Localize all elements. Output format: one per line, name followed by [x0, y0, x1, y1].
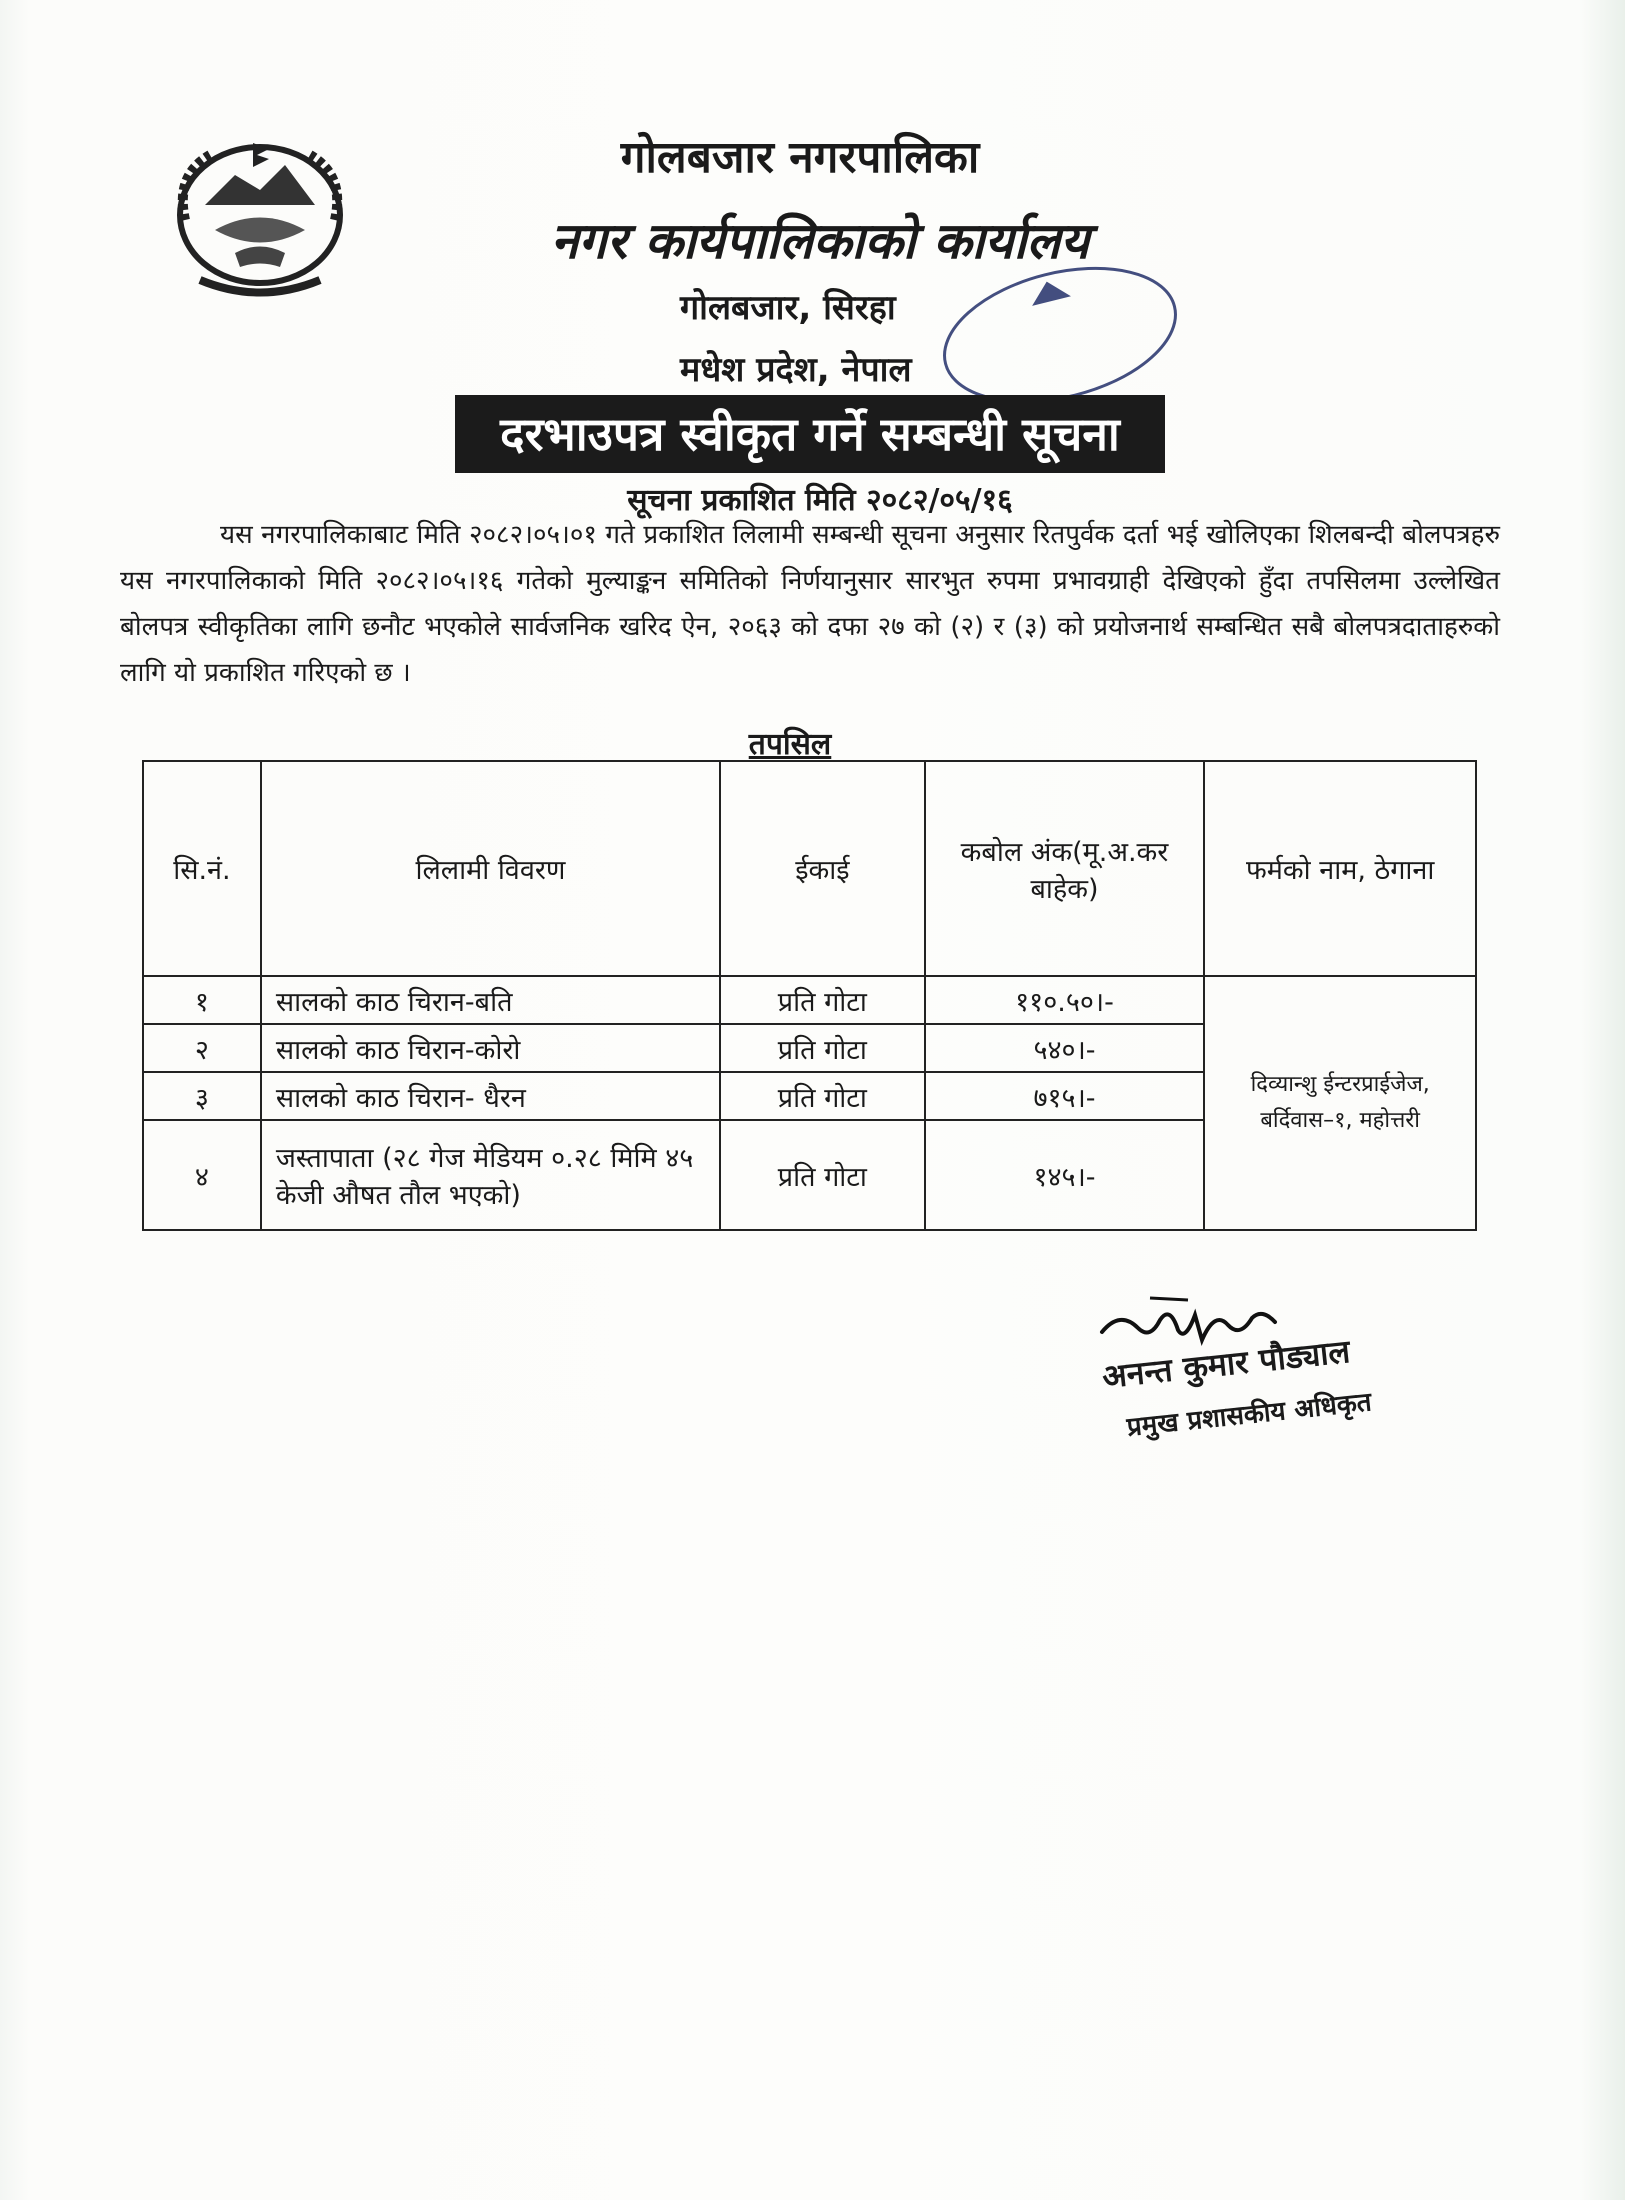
- row-bid: ५४०।-: [925, 1024, 1205, 1072]
- row-bid: ७१५।-: [925, 1072, 1205, 1120]
- firm-name-address: दिव्यान्शु ईन्टरप्राईजेज, बर्दिवास–१, महोत्तरी: [1204, 976, 1476, 1230]
- signatory-name: अनन्त कुमार पौड्याल: [1100, 1331, 1352, 1396]
- municipality-name: गोलबजार नगरपालिका: [620, 132, 980, 183]
- row-bid: १४५।-: [925, 1120, 1205, 1230]
- row-description: सालको काठ चिरान- धैरन: [261, 1072, 720, 1120]
- notice-body: [120, 512, 1500, 696]
- row-unit: प्रति गोटा: [720, 1072, 925, 1120]
- row-description: सालको काठ चिरान-बति: [261, 976, 720, 1024]
- row-description: सालको काठ चिरान-कोरो: [261, 1024, 720, 1072]
- address-line-1: गोलबजार, सिरहा: [680, 288, 896, 328]
- address-line-2: मधेश प्रदेश, नेपाल: [680, 350, 912, 390]
- notice-body-text: यस नगरपालिकाबाट मिति २०८२।०५।०१ गते प्रकाशित लिलामी सम्बन्धी सूचना अनुसार रितपुर्वक दर्ता भई खोलिएका शिलबन्दी बोलपत्रहरु यस नगरपालिकाको मिति २०८२।०५।१६ गतेको मुल्याङ्कन समितिको निर्णयानुसार सारभुत रुपमा प्रभावग्राही देखिएको हुँदा तपसिलमा उल्लेखित बोलपत्र स्वीकृतिका लागि छनौट भएकोले सार्वजनिक खरिद ऐन, २०६३ को दफा २७ को (२) र (३) को प्रयोजनार्थ सम्बन्धित सबै बोलपत्रदाताहरुको लागि यो प्रकाशित गरिएको छ ।: [120, 520, 1500, 688]
- row-unit: प्रति गोटा: [720, 1120, 925, 1230]
- table-header-row: [143, 761, 1476, 976]
- header-unit: ईकाई: [720, 761, 925, 976]
- table-row: [143, 976, 1476, 1024]
- row-sn: ३: [143, 1072, 261, 1120]
- office-name: नगर कार्यपालिकाको कार्यालय: [550, 212, 1090, 270]
- row-bid: ११०.५०।-: [925, 976, 1205, 1024]
- row-unit: प्रति गोटा: [720, 1024, 925, 1072]
- notice-title: दरभाउपत्र स्वीकृत गर्ने सम्बन्धी सूचना: [455, 395, 1165, 473]
- row-description: जस्तापाता (२८ गेज मेडियम ०.२८ मिमि ४५ केजी औषत तौल भएको): [261, 1120, 720, 1230]
- signatory-title: प्रमुख प्रशासकीय अधिकृत: [1125, 1387, 1373, 1443]
- row-sn: २: [143, 1024, 261, 1072]
- office-seal-stamp: [930, 255, 1190, 415]
- header-description: लिलामी विवरण: [261, 761, 720, 976]
- header-firm: फर्मको नाम, ठेगाना: [1204, 761, 1476, 976]
- header-bid: कबोल अंक(मू.अ.कर बाहेक): [925, 761, 1205, 976]
- nepal-emblem-icon: [165, 135, 355, 305]
- schedule-title: तपसिल: [748, 727, 832, 762]
- bid-table: [142, 760, 1477, 1231]
- row-sn: १: [143, 976, 261, 1024]
- published-date: सूचना प्रकाशित मिति २०८२/०५/१६: [627, 483, 1013, 518]
- header-sn: सि.नं.: [143, 761, 261, 976]
- row-sn: ४: [143, 1120, 261, 1230]
- row-unit: प्रति गोटा: [720, 976, 925, 1024]
